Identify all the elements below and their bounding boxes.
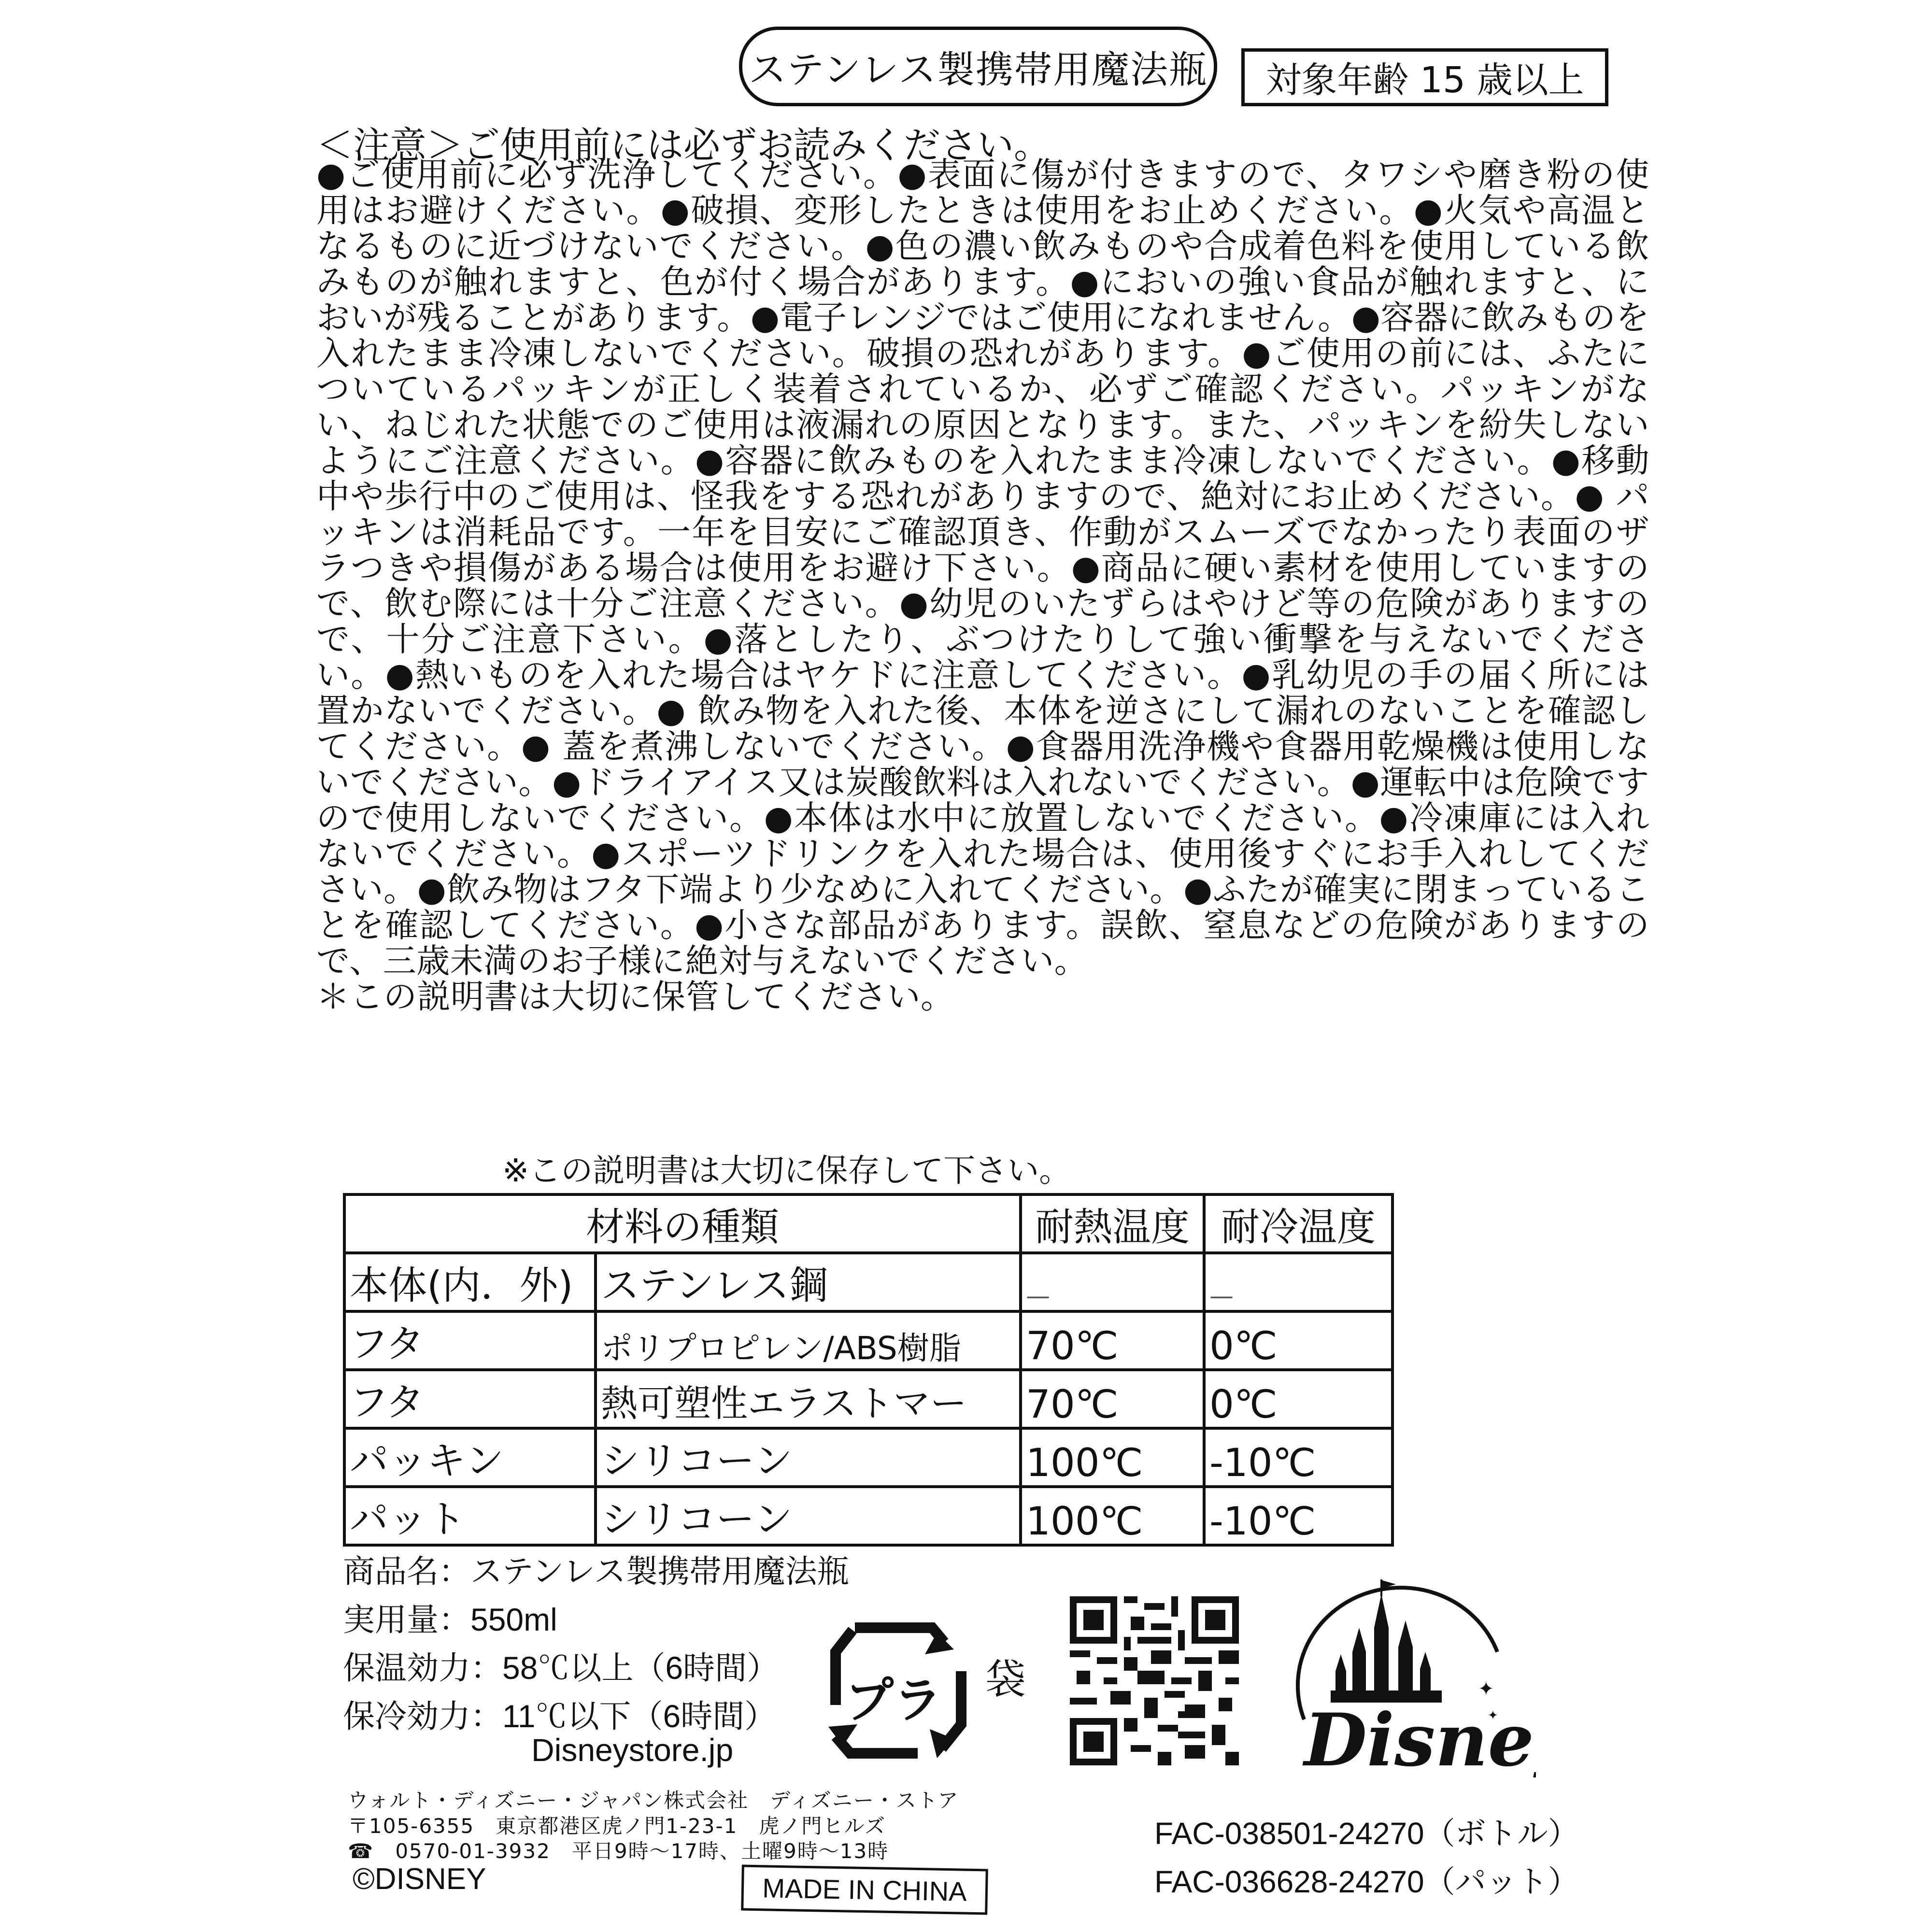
svg-text:✦: ✦: [1488, 1708, 1498, 1723]
table-header-heat: 耐熱温度: [1021, 1194, 1204, 1253]
table-row: [344, 1311, 1392, 1370]
spec-capacity: 実用量：550ml: [343, 1602, 557, 1637]
table-cell-heat: 70℃: [1021, 1370, 1204, 1428]
age-label-box: [1241, 48, 1608, 106]
table-row: [344, 1487, 1392, 1545]
table-cell-part: パット: [344, 1487, 596, 1545]
spec-product-name: 商品名：ステンレス製携帯用魔法瓶: [343, 1553, 849, 1589]
caution-body: [316, 157, 1649, 1015]
copyright: ©DISNEY: [353, 1862, 486, 1896]
website-link: Disneystore.jp: [531, 1732, 734, 1768]
company-phone: ☎ 0570-01-3932 平日9時～17時、土曜9時～13時: [348, 1839, 889, 1863]
company-name: ウォルト・ディズニー・ジャパン株式会社 ディズニー・ストア: [348, 1789, 959, 1812]
table-row: [344, 1428, 1392, 1487]
table-cell-heat: 70℃: [1021, 1311, 1204, 1370]
table-cell-part: パッキン: [344, 1428, 596, 1487]
qr-code[interactable]: [1070, 1596, 1239, 1765]
disney-logo: [1275, 1575, 1536, 1777]
disney-castle-icon: [1275, 1575, 1536, 1777]
table-cell-material: 熱可塑性エラストマー: [596, 1370, 1021, 1428]
company-address: 〒105-6355 東京都港区虎ノ門1-23-1 虎ノ門ヒルズ: [348, 1814, 886, 1838]
caution-text: ●ご使用前に必ず洗浄してください。●表面に傷が付きますので、タワシや磨き粉の使用はお避けください。●破損、変形したときは使用をお止めください。●火気や高温となるものに近づけないでください。●色の濃い飲みものや合成着色料を使用している飲みものが触れますと、色が付く場合があります。●においの強い食品が触れますと、においが残ることがあります。●電子レンジではご使用になれません。●容器に飲みものを入れたまま冷凍しないでください。破損の恐れがあります。●ご使用の前には、ふたについているパッキンが正しく装着されているか、必ずご確認ください。パッキンがない、ねじれた状態でのご使用は液漏れの原因となります。また、パッキンを紛失しないようにご注意ください。●容器に飲みものを入れたまま冷凍しないでください。●移動中や歩行中のご使用は、怪我をする恐れがありますので、絶対にお止めください。● パッキンは消耗品です。一年を目安にご確認頂き、作動がスムーズでなかったり表面のザラつきや損傷がある場合は使用をお避け下さい。●商品に硬い素材を使用していますので、飲む際には十分ご注意ください。●幼児のいたずらはやけど等の危険がありますので、十分ご注意下さい。●落としたり、ぶつけたりして強い衝撃を与えないでください。●熱いものを入れた場合はヤケドに注意してください。●乳幼児の手の届く所には置かないでください。● 飲み物を入れた後、本体を逆さにして漏れのないことを確認してください。● 蓋を煮沸しないでください。●食器用洗浄機や食器用乾燥機は使用しないでください。●ドライアイス又は炭酸飲料は入れないでください。●運転中は危険ですので使用しないでください。●本体は水中に放置しないでください。●冷凍庫には入れないでください。●スポーツドリンクを入れた場合は、使用後すぐにお手入れしてください。●飲み物はフタ下端より少なめに入れてください。●ふたが確実に閉まっていることを確認してください。●小さな部品があります。誤飲、窒息などの危険がありますので、三歳未満のお子様に絶対与えないでください。: [316, 156, 1649, 980]
product-title: ステンレス製携帯用魔法瓶: [748, 48, 1208, 92]
recycle-bag-label: 袋: [985, 1656, 1026, 1703]
table-cell-heat: 100℃: [1021, 1487, 1204, 1545]
table-cell-cold: 0℃: [1204, 1370, 1392, 1428]
table-cell-part: フタ: [344, 1311, 596, 1370]
spec-cold-retention: 保冷効力：11℃以下（6時間）: [343, 1698, 777, 1734]
made-in-label: MADE IN CHINA: [762, 1873, 967, 1907]
storage-note: ※この説明書は大切に保存して下さい。: [502, 1152, 1071, 1189]
table-cell-material: シリコーン: [596, 1487, 1021, 1545]
age-label: 対象年齢 15 歳以上: [1265, 59, 1584, 101]
table-cell-cold: —: [1204, 1253, 1392, 1311]
recycle-mark-text: プラ: [845, 1672, 942, 1729]
caution-keep-note: ＊この説明書は大切に保管してください。: [316, 978, 954, 1016]
table-cell-cold: -10℃: [1204, 1428, 1392, 1487]
table-cell-material: ポリプロピレン/ABS樹脂: [596, 1311, 1021, 1370]
product-title-box: [739, 27, 1217, 106]
table-cell-heat: —: [1021, 1253, 1204, 1311]
disney-wordmark: Disne: [1304, 1698, 1534, 1777]
product-code-bottle: FAC-038501-24270（ボトル）: [1154, 1816, 1579, 1851]
materials-table: [343, 1193, 1394, 1547]
table-cell-part: 本体(内．外): [344, 1253, 596, 1311]
table-cell-material: ステンレス鋼: [596, 1253, 1021, 1311]
table-cell-cold: -10℃: [1204, 1487, 1392, 1545]
table-header-material: 材料の種類: [344, 1194, 1021, 1253]
table-row: [344, 1253, 1392, 1311]
table-cell-heat: 100℃: [1021, 1428, 1204, 1487]
table-row: [344, 1370, 1392, 1428]
table-header-cold: 耐冷温度: [1204, 1194, 1392, 1253]
table-header-row: [344, 1194, 1392, 1253]
caution-heading: ＜注意＞ご使用前には必ずお読みください。: [316, 124, 1051, 167]
spec-heat-retention: 保温効力：58℃以上（6時間）: [343, 1650, 779, 1686]
table-cell-cold: 0℃: [1204, 1311, 1392, 1370]
table-cell-material: シリコーン: [596, 1428, 1021, 1487]
product-code-pad: FAC-036628-24270（パット）: [1154, 1864, 1579, 1899]
table-cell-part: フタ: [344, 1370, 596, 1428]
made-in-box: [741, 1865, 988, 1915]
plastic-recycle-mark: [821, 1608, 976, 1768]
qr-code-icon: [1070, 1596, 1239, 1765]
svg-text:✦: ✦: [1478, 1678, 1494, 1700]
